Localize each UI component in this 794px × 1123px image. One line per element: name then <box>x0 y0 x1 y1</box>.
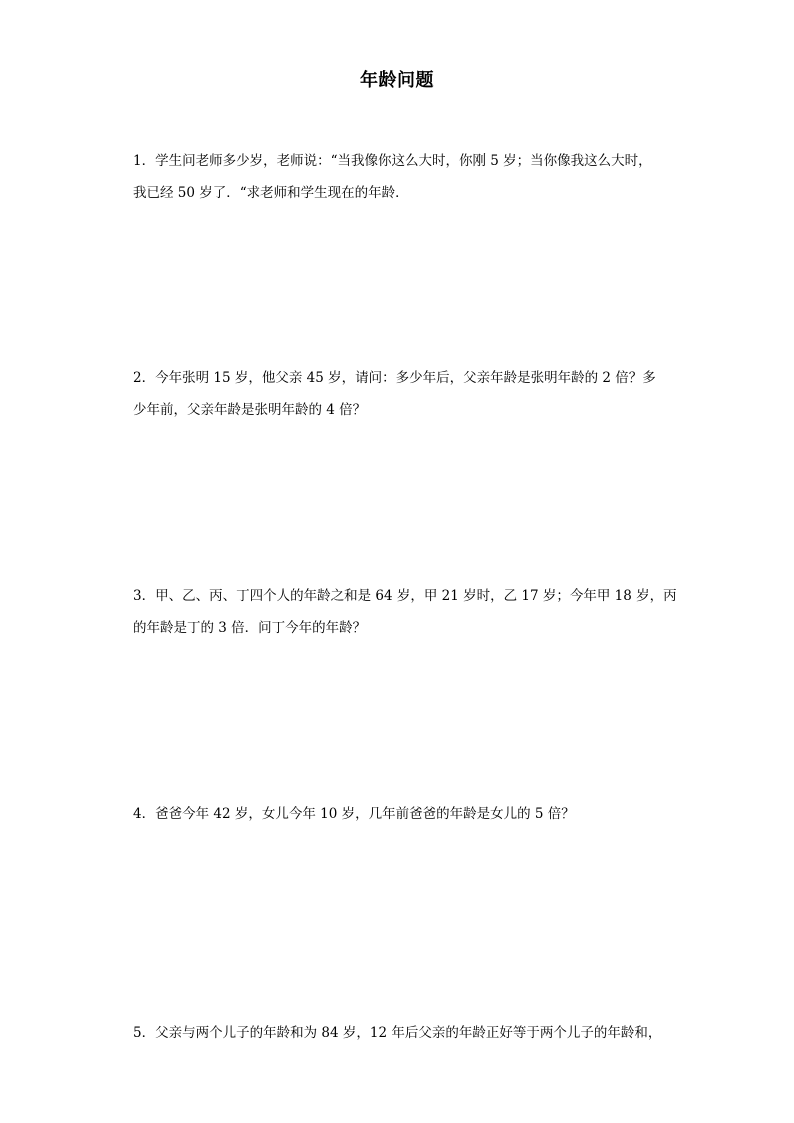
question-2 <box>133 362 673 426</box>
question-2-line-2: 少年前，父亲年龄是张明年龄的 4 倍？ <box>133 402 367 418</box>
question-5 <box>133 1017 673 1049</box>
question-1 <box>133 145 673 209</box>
question-3 <box>133 580 677 644</box>
page-title: 年龄问题 <box>360 70 434 91</box>
question-4-line-1: 4．爸爸今年 42 岁，女儿今年 10 岁，几年前爸爸的年龄是女儿的 5 倍？ <box>133 806 575 822</box>
question-4 <box>133 798 673 830</box>
question-2-line-1: 2．今年张明 15 岁，他父亲 45 岁，请问：多少年后，父亲年龄是张明年龄的 2 倍？多 <box>133 370 656 386</box>
question-1-line-2: 我已经 50 岁了．“求老师和学生现在的年龄． <box>133 185 409 201</box>
question-3-line-2: 的年龄是丁的 3 倍．问丁今年的年龄？ <box>133 620 367 636</box>
question-1-line-1: 1．学生问老师多少岁，老师说：“当我像你这么大时，你刚 5 岁；当你像我这么大时， <box>133 153 652 169</box>
question-3-line-1: 3．甲、乙、丙、丁四个人的年龄之和是 64 岁，甲 21 岁时，乙 17 岁；今年甲 18 岁，丙 <box>133 588 677 604</box>
question-5-line-1: 5．父亲与两个儿子的年龄和为 84 岁，12 年后父亲的年龄正好等于两个儿子的年龄和， <box>133 1025 662 1041</box>
